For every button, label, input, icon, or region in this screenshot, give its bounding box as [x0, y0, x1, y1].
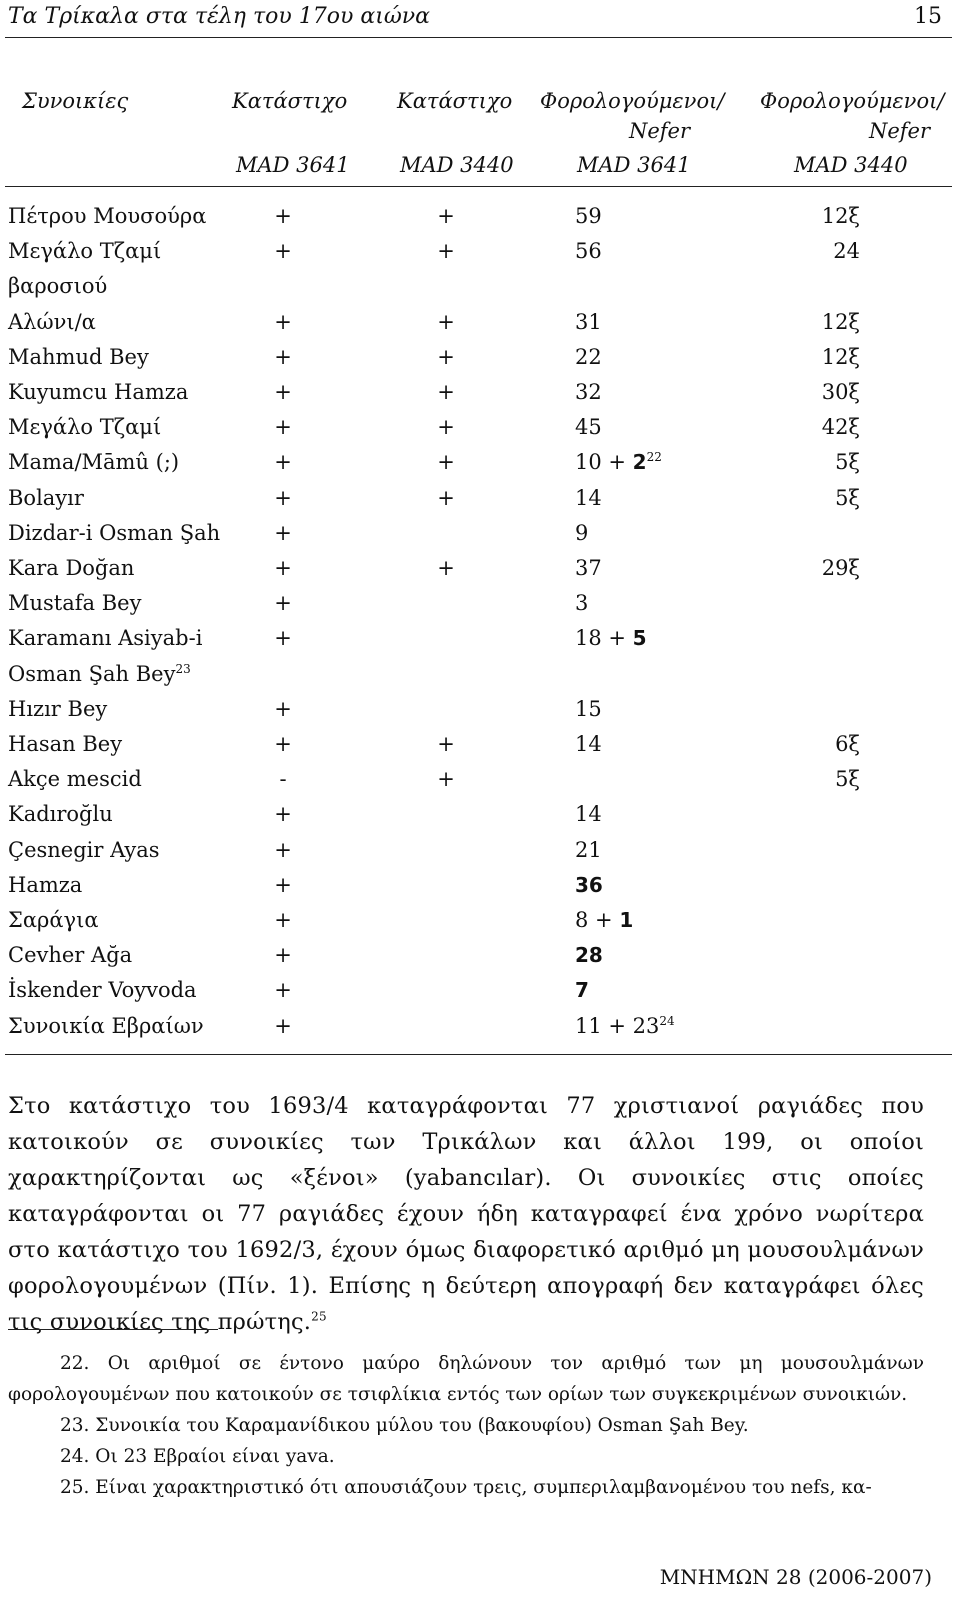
neighborhood-name-text: Πέτρου Μουσούρα [8, 204, 207, 228]
taxpayers-mad3440-value: 12ξ [821, 204, 860, 228]
neighborhood-name [8, 556, 134, 580]
body-paragraph-text: Στο κατάστιχο του 1693/4 καταγράφονται 77 χριστιανοί ραγιάδες που κατοικούν σε συνοικίες των Τρικάλων και άλλοι 199, οι οποίοι χαρακτηρίζονται ως «ξένοι» (yabancılar). Οι συνοικίες στις οποίες καταγράφονται οι 77 ραγιάδες έχουν ήδη καταγραφεί ένα χρόνο νωρίτερα στο κατάστιχο του 1692/3, έχουν όμως διαφορετικό αριθμό μη μουσουλμάνων φορολογουμένων (Πίν. 1). Επίσης η δεύτερη απογραφή δεν καταγράφει όλες τις συνοικίες της πρώτης. [8, 1093, 924, 1335]
register-mad3641-mark: + [274, 978, 292, 1003]
taxpayers-ciftlik-value: 28 [575, 943, 603, 968]
taxpayers-mad3641 [575, 908, 633, 932]
neighborhood-name-text: Μεγάλο Τζαμί [8, 239, 162, 264]
taxpayers-mad3440-value: 29ξ [821, 556, 860, 580]
table-row [0, 873, 960, 907]
taxpayers-mad3641 [575, 591, 588, 615]
table-row [0, 450, 960, 484]
neighborhood-name [8, 943, 132, 967]
table-header-rule [5, 186, 952, 187]
table-row [0, 204, 960, 238]
taxpayers-mad3440-value: 5ξ [835, 450, 860, 475]
register-mad3440-mark: + [437, 204, 455, 228]
neighborhood-name-text: Cevher Ağa [8, 943, 133, 968]
taxpayers-mad3440-value: 30ξ [821, 380, 860, 404]
register-mad3641-mark: + [274, 520, 292, 545]
table-row [0, 662, 960, 696]
footnote-24-text: 24. Οι 23 Εβραίοι είναι yava. [60, 1446, 335, 1467]
taxpayers-ciftlik-value: 2 [632, 450, 647, 475]
footnote-ref: 22 [646, 450, 662, 465]
table-row [0, 943, 960, 977]
neighborhood-name [8, 486, 84, 510]
register-mad3440-mark: + [437, 380, 455, 404]
neighborhood-name [8, 908, 99, 932]
neighborhood-name [8, 204, 206, 228]
neighborhood-name [8, 415, 161, 439]
neighborhood-name-text: Bolayır [8, 485, 84, 510]
page-number: 15 [914, 4, 942, 29]
taxpayers-mad3641-value: 59 [575, 204, 602, 228]
register-mad3641-mark: + [274, 556, 292, 580]
col-header-register-2: Κατάστιχο [397, 89, 513, 113]
register-mad3440-mark: + [437, 309, 455, 334]
neighborhood-name [8, 591, 141, 615]
neighborhood-name [8, 450, 179, 474]
taxpayers-mad3641-value: 56 [575, 239, 602, 264]
taxpayers-mad3641-value: 21 [575, 837, 602, 862]
register-mad3641-mark: + [274, 204, 292, 228]
register-mad3641-mark: - [279, 767, 287, 792]
taxpayers-mad3641-value: 14 [575, 485, 602, 510]
neighborhood-name-text: Σαράγια [8, 908, 99, 932]
register-mad3641-mark: + [274, 344, 292, 369]
footnote-25-text: 25. Είναι χαρακτηριστικό ότι απουσιάζουν τρεις, συμπεριλαμβανομένου του nefs, κα- [60, 1477, 872, 1498]
register-mad3440-mark: + [437, 767, 455, 792]
table-row [0, 1014, 960, 1048]
taxpayers-mad3641 [575, 556, 602, 580]
taxpayers-mad3641 [575, 310, 602, 334]
table-row [0, 274, 960, 308]
register-mad3440-mark: + [437, 732, 455, 756]
col-subheader-mad3440-b: MAD 3440 [794, 153, 908, 177]
footnote-22 [8, 1348, 924, 1410]
neighborhood-name [8, 732, 122, 756]
footnotes [8, 1348, 924, 1503]
footnote-23-text: 23. Συνοικία του Καραμανίδικου μύλου του (βακουφίου) Osman Şah Bey. [60, 1415, 749, 1436]
taxpayers-mad3440-value: 42ξ [821, 415, 860, 440]
taxpayers-mad3641 [575, 415, 602, 439]
register-mad3641-mark: + [274, 943, 292, 968]
taxpayers-mad3641-value: 45 [575, 415, 602, 440]
col-header-taxpayers-2 [760, 86, 945, 146]
table-row [0, 767, 960, 801]
neighborhood-name [8, 697, 107, 721]
register-mad3641-mark: + [274, 591, 292, 616]
neighborhood-name-text: Mustafa Bey [8, 591, 142, 616]
register-mad3641-mark: + [274, 626, 292, 651]
neighborhood-name-text: Çesnegir Ayas [8, 837, 160, 862]
neighborhood-name-text: İskender Voyvoda [8, 978, 197, 1003]
taxpayers-mad3641 [575, 873, 603, 897]
neighborhood-name-text: Osman Şah Bey [8, 661, 176, 686]
footnote-ref-25: 25 [311, 1309, 327, 1324]
taxpayers-mad3641 [575, 239, 602, 263]
taxpayers-mad3641 [575, 204, 602, 228]
register-mad3440-mark: + [437, 344, 455, 369]
header-rule [5, 37, 952, 38]
neighborhood-name [8, 767, 142, 791]
table-row [0, 345, 960, 379]
taxpayers-mad3641-value: 14 [575, 732, 602, 756]
taxpayers-mad3641-value: 10 + [575, 450, 633, 475]
table-row [0, 978, 960, 1012]
table-row [0, 556, 960, 590]
taxpayers-mad3641-value: 8 + [575, 908, 620, 932]
taxpayers-mad3440-value: 6ξ [835, 732, 860, 756]
table-bottom-rule [5, 1054, 952, 1055]
taxpayers-mad3641-value: 9 [575, 520, 589, 545]
table-row [0, 415, 960, 449]
register-mad3641-mark: + [274, 380, 292, 404]
journal-footer: ΜΝΗΜΩΝ 28 (2006-2007) [659, 1565, 932, 1589]
neighborhood-name-text: Kara Doğan [8, 556, 135, 580]
table-row [0, 838, 960, 872]
col-subheader-mad3641-a: MAD 3641 [236, 153, 350, 177]
table-row [0, 486, 960, 520]
footnote-ref: 24 [659, 1013, 675, 1028]
neighborhood-name [8, 978, 197, 1002]
footnote-25 [8, 1472, 924, 1503]
col-subheader-mad3440-a: MAD 3440 [400, 153, 514, 177]
taxpayers-mad3641-value: 3 [575, 591, 589, 616]
register-mad3641-mark: + [274, 732, 292, 756]
neighborhood-name-text: Hamza [8, 872, 83, 897]
neighborhood-name-text: Μεγάλο Τζαμί [8, 415, 162, 440]
footnote-22-text: 22. Οι αριθμοί σε έντονο μαύρο δηλώνουν τον αριθμό των μη μουσουλμάνων φορολογουμένων που κατοικούν σε τσιφλίκια εντός των ορίων των συγκεκριμένων συνοικιών. [8, 1353, 924, 1405]
neighborhood-name [8, 274, 107, 298]
neighborhood-name [8, 662, 191, 686]
body-paragraph [8, 1088, 924, 1340]
neighborhood-name-text: Karamanı Asiyab-i [8, 626, 203, 651]
register-mad3641-mark: + [274, 908, 292, 932]
neighborhood-name [8, 345, 149, 369]
register-mad3641-mark: + [274, 485, 292, 510]
neighborhood-name-text: Akçe mescid [8, 767, 142, 792]
taxpayers-mad3641 [575, 380, 602, 404]
taxpayers-mad3641-value: 37 [575, 556, 602, 580]
taxpayers-mad3440-value: 5ξ [835, 767, 860, 792]
table-row [0, 591, 960, 625]
taxpayers-mad3440-value: 12ξ [821, 344, 860, 369]
table-row [0, 380, 960, 414]
footnote-23 [8, 1410, 924, 1441]
taxpayers-ciftlik-value: 1 [619, 908, 634, 932]
taxpayers-mad3440-value: 5ξ [835, 485, 860, 510]
col-header-neighborhoods: Συνοικίες [22, 89, 129, 113]
table-row [0, 310, 960, 344]
table-row [0, 239, 960, 273]
register-mad3440-mark: + [437, 485, 455, 510]
taxpayers-mad3641-value: 15 [575, 696, 602, 721]
register-mad3641-mark: + [274, 696, 292, 721]
neighborhood-name-text: Mama/Māmû (;) [8, 450, 180, 475]
col-header-register-1: Κατάστιχο [232, 89, 348, 113]
taxpayers-mad3641 [575, 486, 602, 510]
col-header-taxpayers-2-line2: Nefer [868, 119, 930, 143]
taxpayers-mad3641 [575, 697, 602, 721]
running-header-title: Τα Τρίκαλα στα τέλη του 17ου αιώνα [8, 4, 431, 29]
taxpayers-mad3641 [575, 802, 602, 826]
neighborhood-name-text: Συνοικία Εβραίων [8, 1013, 204, 1038]
taxpayers-mad3641-value: 11 + 23 [575, 1013, 660, 1038]
taxpayers-ciftlik-value: 7 [575, 978, 589, 1003]
table-row [0, 732, 960, 766]
register-mad3440-mark: + [437, 239, 455, 264]
register-mad3641-mark: + [274, 309, 292, 334]
register-mad3641-mark: + [274, 872, 292, 897]
neighborhood-name [8, 380, 188, 404]
neighborhood-name [8, 239, 161, 263]
taxpayers-mad3641 [575, 521, 588, 545]
neighborhood-name-text: Kuyumcu Hamza [8, 380, 189, 404]
taxpayers-ciftlik-value: 36 [575, 872, 603, 897]
col-header-taxpayers-1-line2: Nefer [628, 119, 690, 143]
neighborhood-name-text: βαροσιού [8, 274, 108, 299]
footnote-ref: 23 [175, 661, 191, 676]
col-header-taxpayers-1-line1: Φορολογούμενοι/ [540, 89, 725, 113]
neighborhood-name [8, 521, 220, 545]
register-mad3641-mark: + [274, 837, 292, 862]
table-row [0, 521, 960, 555]
col-subheader-mad3641-b: MAD 3641 [577, 153, 691, 177]
neighborhood-name-text: Mahmud Bey [8, 344, 149, 369]
footnote-rule [8, 1329, 218, 1330]
register-mad3641-mark: + [274, 239, 292, 264]
register-mad3440-mark: + [437, 556, 455, 580]
table-row [0, 626, 960, 660]
taxpayers-mad3641 [575, 943, 603, 967]
taxpayers-mad3641 [575, 626, 647, 650]
neighborhood-name-text: Αλώνι/α [8, 309, 96, 334]
table-row [0, 802, 960, 836]
taxpayers-mad3641 [575, 1014, 675, 1038]
neighborhood-name [8, 626, 202, 650]
taxpayers-mad3440-value: 24 [833, 239, 860, 264]
neighborhood-name [8, 310, 96, 334]
taxpayers-mad3440-value: 12ξ [821, 309, 860, 334]
register-mad3440-mark: + [437, 450, 455, 475]
register-mad3641-mark: + [274, 802, 292, 827]
neighborhood-name [8, 802, 113, 826]
taxpayers-mad3641 [575, 345, 602, 369]
taxpayers-mad3641 [575, 450, 662, 474]
register-mad3440-mark: + [437, 415, 455, 440]
table-row [0, 908, 960, 942]
register-mad3641-mark: + [274, 450, 292, 475]
neighborhood-name [8, 1014, 204, 1038]
footnote-24 [8, 1441, 924, 1472]
neighborhood-name-text: Kadıroğlu [8, 802, 113, 827]
register-mad3641-mark: + [274, 1013, 292, 1038]
register-mad3641-mark: + [274, 415, 292, 440]
neighborhood-name [8, 838, 160, 862]
taxpayers-mad3641-value: 18 + [575, 626, 633, 651]
neighborhood-name-text: Hızır Bey [8, 696, 108, 721]
neighborhood-name-text: Hasan Bey [8, 732, 123, 756]
neighborhood-name [8, 873, 82, 897]
taxpayers-mad3641 [575, 838, 602, 862]
taxpayers-mad3641 [575, 978, 589, 1002]
taxpayers-mad3641-value: 32 [575, 380, 602, 404]
taxpayers-ciftlik-value: 5 [632, 626, 647, 651]
neighborhood-name-text: Dizdar-i Osman Şah [8, 520, 221, 545]
taxpayers-mad3641-value: 14 [575, 802, 602, 827]
col-header-taxpayers-2-line1: Φορολογούμενοι/ [760, 89, 945, 113]
table-row [0, 697, 960, 731]
col-header-taxpayers-1 [540, 86, 725, 146]
taxpayers-mad3641 [575, 732, 602, 756]
taxpayers-mad3641-value: 31 [575, 309, 602, 334]
taxpayers-mad3641-value: 22 [575, 344, 602, 369]
